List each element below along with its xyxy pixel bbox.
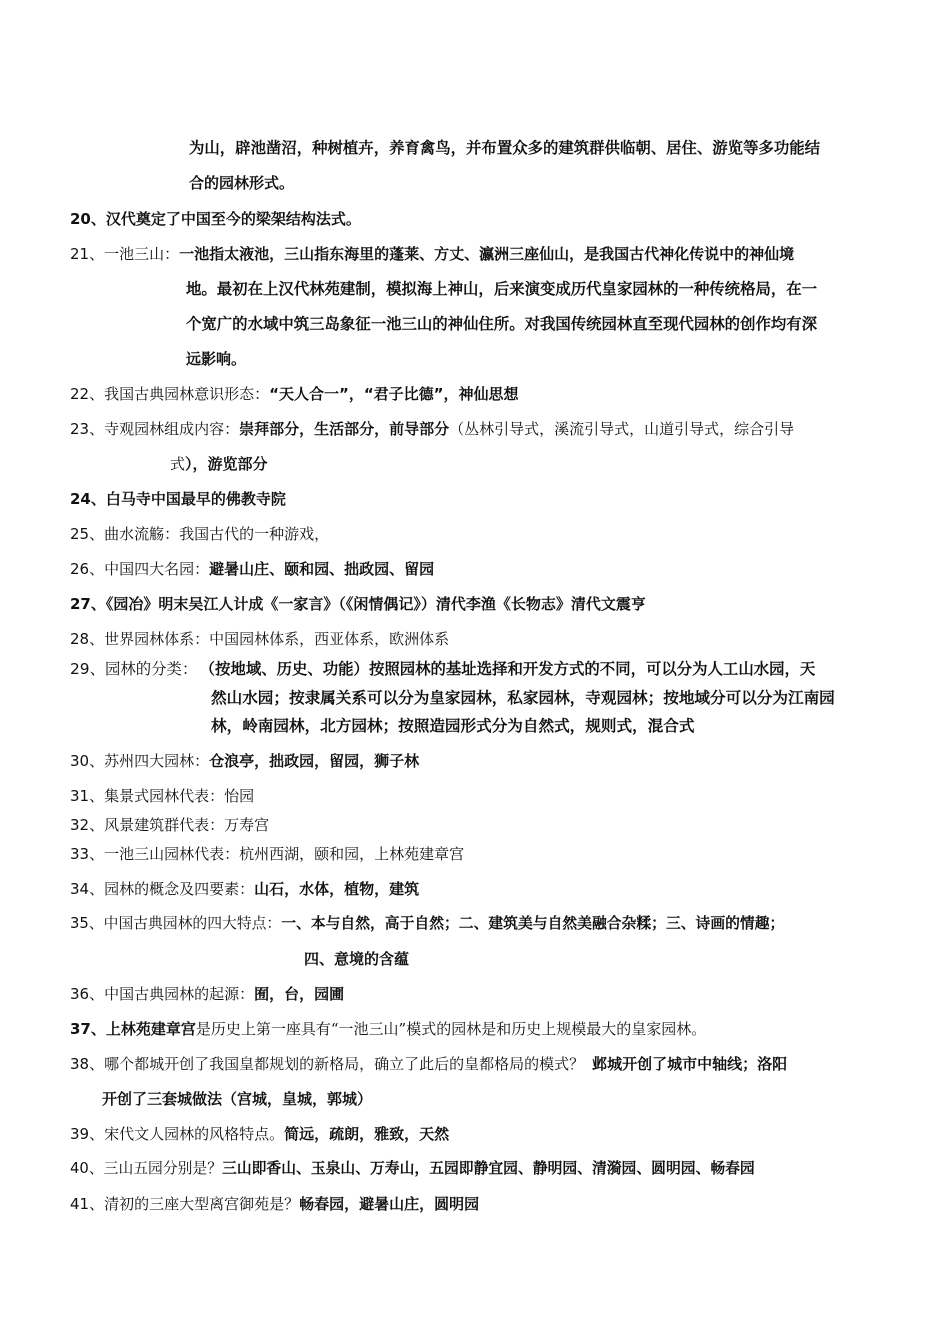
item-number: 23、 (70, 420, 105, 438)
item-text: 仓浪亭，拙政园，留园，狮子林 (209, 752, 420, 770)
item-38 (70, 1053, 787, 1075)
item-text: 然山水园；按隶属关系可以分为皇家园林，私家园林，寺观园林；按地域分可以分为江南园 (211, 689, 835, 707)
item-39 (70, 1123, 449, 1145)
item-text: 山石，水体，植物，建筑 (254, 880, 420, 898)
item-23 (70, 418, 794, 440)
item-text: 三山即香山、玉泉山、万寿山，五园即静宜园、静明园、清漪园、圆明园、畅春园 (222, 1160, 755, 1177)
item-term: 园林的分类： (104, 660, 198, 678)
item-29-line-3 (211, 715, 694, 737)
item-text: 为山，辟池凿沼，种树植卉，养育禽鸟，并布置众多的建筑群供临朝、居住、游览等多功能结 (189, 139, 821, 157)
item-number: 40、 (70, 1160, 104, 1177)
item-24 (70, 488, 286, 510)
item-number: 32、 (70, 816, 105, 834)
item-20 (70, 208, 361, 230)
item-term: 中国四大名园： (104, 560, 210, 578)
item-text: 白马寺中国最早的佛教寺院 (105, 490, 286, 508)
item-number: 31、 (70, 787, 105, 805)
item-38-line-2 (102, 1088, 372, 1110)
item-31 (70, 785, 254, 807)
item-text: 一池三山园林代表：杭州西湖，颐和园，上林苑建章宫 (104, 845, 465, 863)
item-text: 合的园林形式。 (189, 174, 295, 192)
item-30 (70, 750, 419, 772)
item-text: 避暑山庄、颐和园、拙政园、留园 (209, 560, 435, 578)
item-term: 宋代文人园林的风格特点。 (104, 1125, 285, 1143)
item-number: 36、 (70, 985, 105, 1003)
item-text: 一池指太液池，三山指东海里的蓬莱、方丈、瀛洲三座仙山，是我国古代神化传说中的神仙境 (179, 245, 795, 263)
item-26 (70, 558, 434, 580)
item-number: 35、 (70, 915, 104, 932)
item-number: 34、 (70, 880, 105, 898)
item-text: （按地域、历史、功能）按照园林的基址选择和开发方式的不同，可以分为人工山水园，天 (207, 660, 816, 678)
item-text: 《园冶》明末吴江人计成《一家言》（《闲情偶记》）清代李渔《长物志》清代文震亨 (105, 595, 646, 613)
item-text: 集景式园林代表：怡园 (104, 787, 255, 805)
item-number: 27、 (70, 595, 106, 613)
item-number: 33、 (70, 845, 105, 863)
item-term: 曲水流觞：我国古代的一种游戏， (104, 525, 330, 543)
item-term: 中国古典园林的起源： (104, 985, 255, 1003)
item-28 (70, 628, 449, 650)
item-text: 畅春园，避暑山庄，圆明园 (299, 1195, 480, 1213)
item-25 (70, 523, 329, 545)
item-text: “天人合一”，“君子比德”，神仙思想 (269, 385, 519, 403)
item-text: 地。最初在上汉代林苑建制，模拟海上神山，后来演变成历代皇家园林的一种传统格局，在一 (186, 280, 818, 298)
item-21-line-2 (186, 278, 817, 300)
item-term: 苏州四大园林： (104, 752, 210, 770)
item-text: 风景建筑群代表：万寿宫 (104, 816, 270, 834)
item-note: 式 (170, 455, 186, 473)
item-text: 崇拜部分，生活部分，前导部分 (239, 420, 450, 438)
item-number: 26、 (70, 560, 105, 578)
item-term: 是历史上第一座具有“一池三山”模式的园林是和历史上规模最大的皇家园林。 (195, 1020, 707, 1038)
item-term: 一池三山： (104, 245, 180, 263)
item-19-continuation-line-1 (189, 137, 820, 159)
item-term: 清初的三座大型离宫御苑是？ (104, 1195, 300, 1213)
item-term: 我国古典园林意识形态： (104, 385, 270, 403)
item-text: 四、意境的含蕴 (304, 950, 410, 968)
item-33 (70, 843, 464, 865)
item-term: 三山五园分别是？ (103, 1160, 223, 1177)
item-text: 简远，疏朗，雅致，天然 (284, 1125, 450, 1143)
item-number: 24、 (70, 490, 106, 508)
item-term: 寺观园林组成内容： (104, 420, 240, 438)
item-term: 哪个都城开创了我国皇都规划的新格局，确立了此后的皇都格局的模式？ (104, 1055, 585, 1073)
item-29-line-2 (211, 687, 835, 709)
item-number: 38、 (70, 1055, 105, 1073)
item-21-line-3 (186, 313, 817, 335)
item-term: 园林的概念及四要素： (104, 880, 255, 898)
item-35 (70, 913, 784, 935)
item-40 (70, 1158, 755, 1180)
item-35-line-2 (304, 948, 409, 970)
item-41 (70, 1193, 479, 1215)
item-note: （丛林引导式，溪流引导式，山道引导式，综合引导 (449, 420, 795, 438)
item-number: 20、 (70, 210, 106, 228)
item-number: 25、 (70, 525, 105, 543)
item-text: 开创了三套城做法（宫城，皇城，郭城） (102, 1090, 373, 1108)
item-text: 远影响。 (186, 350, 247, 368)
item-number: 30、 (70, 752, 105, 770)
item-number: 37、 (70, 1020, 106, 1038)
item-36 (70, 983, 344, 1005)
item-22 (70, 383, 519, 405)
item-23-line-2 (170, 453, 268, 475)
item-number: 29、 (70, 660, 105, 678)
item-34 (70, 878, 419, 900)
item-term: 中国古典园林的四大特点： (103, 915, 282, 932)
item-number: 21、 (70, 245, 105, 263)
item-text: 上林苑建章宫 (105, 1020, 196, 1038)
item-27 (70, 593, 646, 615)
item-21-line-4 (186, 348, 246, 370)
item-19-continuation-line-2 (189, 172, 294, 194)
item-number: 39、 (70, 1125, 105, 1143)
item-21 (70, 243, 794, 265)
item-text: 林，岭南园林，北方园林；按照造园形式分为自然式，规则式，混合式 (211, 717, 695, 735)
item-text: 个宽广的水域中筑三岛象征一池三山的神仙住所。对我国传统园林直至现代园林的创作均有深 (186, 315, 818, 333)
item-text: 囿，台，园圃 (254, 985, 345, 1003)
item-number: 41、 (70, 1195, 105, 1213)
item-number: 28、 (70, 630, 105, 648)
item-29 (70, 658, 815, 680)
item-text: 汉代奠定了中国至今的梁架结构法式。 (105, 210, 361, 228)
item-number: 22、 (70, 385, 105, 403)
item-text: 邺城开创了城市中轴线；洛阳 (592, 1055, 788, 1073)
item-text: ），游览部分 (185, 455, 268, 473)
item-37 (70, 1018, 706, 1040)
item-term: 世界园林体系：中国园林体系，西亚体系，欧洲体系 (104, 630, 450, 648)
item-32 (70, 814, 269, 836)
item-text: 一、本与自然，高于自然；二、建筑美与自然美融合杂糅；三、诗画的情趣； (281, 915, 785, 932)
